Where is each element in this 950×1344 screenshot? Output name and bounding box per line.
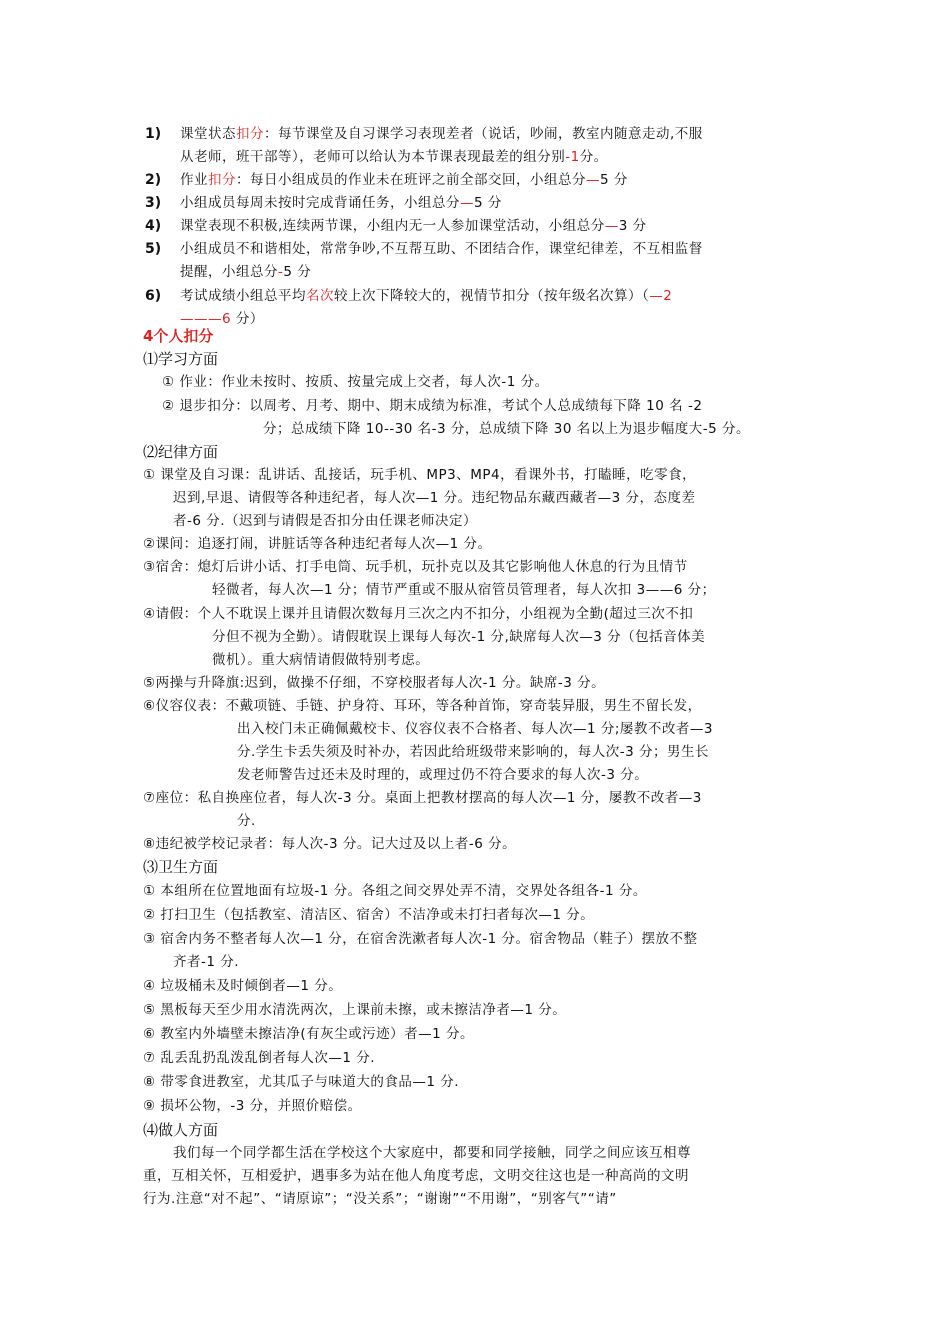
hygiene-line: 齐者-1 分.	[173, 954, 240, 970]
hygiene-line: ② 打扫卫生（包括教室、清洁区、宿舍）不洁净或未打扫者每次—1 分。	[143, 907, 595, 923]
discipline-line: ① 课堂及自习课：乱讲话、乱接话，玩手机、MP3、MP4，看课外书，打瞌睡，吃零食，	[143, 467, 697, 483]
conduct-line: 行为.注意“对不起”、“请原谅”；“没关系”；“谢谢”“不用谢”，“别客气”“请”	[143, 1191, 617, 1207]
discipline-line: 发老师警告过还未及时理的，或理过仍不符合要求的每人次-3 分。	[237, 767, 649, 783]
conduct-line: 我们每一个同学都生活在学校这个大家庭中，都要和同学接触，同学之间应该互相尊	[173, 1145, 691, 1161]
discipline-line: 微机）。重大病情请假做特别考虑。	[212, 652, 430, 668]
group-item-number: 3)	[145, 195, 162, 211]
discipline-line: 迟到,早退、请假等各种违纪者，每人次—1 分。违纪物品东藏西藏者—3 分，态度差	[173, 490, 696, 506]
group-item-line	[180, 125, 703, 143]
discipline-line: ⑤两操与升降旗:迟到，做操不仔细，不穿校服者每人次-1 分。缺席-3 分。	[143, 675, 606, 691]
discipline-line: ③宿舍：熄灯后讲小话、打手电筒、玩手机，玩扑克以及其它影响他人休息的行为且情节	[143, 559, 688, 575]
highlight-text: —	[460, 195, 474, 211]
group-item-line	[180, 263, 311, 281]
hygiene-section-title: ⑶卫生方面	[143, 858, 219, 876]
hygiene-line: ⑦ 乱丢乱扔乱泼乱倒者每人次—1 分.	[143, 1050, 376, 1066]
body-text: 小组成员不和谐相处，常常争吵,不互帮互助、不团结合作，课堂纪律差，不互相监督	[180, 241, 703, 257]
discipline-line: 分.	[237, 813, 256, 829]
body-text: 分）	[231, 311, 264, 327]
highlight-text: —	[586, 172, 600, 188]
discipline-line: ⑧违纪被学校记录者：每人次-3 分。记大过及以上者-6 分。	[143, 836, 517, 852]
body-text: 5 分	[283, 264, 312, 280]
highlight-text: —	[604, 218, 619, 234]
highlight-text: -	[278, 264, 284, 280]
highlight-text: —2	[649, 288, 673, 304]
discipline-section-title: ⑵纪律方面	[143, 443, 219, 461]
group-item-line	[180, 240, 703, 258]
highlight-text: ———6	[180, 311, 232, 327]
body-text: 课堂表现不积极,连续两节课，小组内无一人参加课堂活动，小组总分	[180, 218, 605, 234]
hygiene-line: ⑨ 损坏公物，-3 分，并照价赔偿。	[143, 1098, 362, 1114]
discipline-line: 者-6 分.（迟到与请假是否扣分由任课老师决定）	[173, 513, 478, 529]
body-text: 5 分	[600, 172, 628, 188]
highlight-text: 名次	[306, 288, 334, 304]
discipline-line: 分.学生卡丢失须及时补办，若因此给班级带来影响的，每人次-3 分；男生长	[237, 744, 710, 760]
group-item-line	[180, 217, 647, 235]
hygiene-line: ① 本组所在位置地面有垃圾-1 分。各组之间交界处弄不清，交界处各组各-1 分。	[143, 883, 647, 899]
conduct-line: 重，互相关怀，互相爱护，遇事多为站在他人角度考虑，文明交往这也是一种高尚的文明	[143, 1168, 689, 1184]
body-text: 较上次下降较大的，视情节扣分（按年级名次算）（	[334, 288, 650, 304]
body-text: 小组成员每周未按时完成背诵任务，小组总分	[180, 195, 460, 211]
discipline-line: ④请假：个人不耽误上课并且请假次数每月三次之内不扣分，小组视为全勤(超过三次不扣	[143, 606, 694, 622]
highlight-text: -1	[565, 149, 580, 165]
section-heading-personal-deduction: 4个人扣分	[143, 327, 214, 345]
hygiene-line: ⑧ 带零食进教室，尤其瓜子与味道大的食品—1 分.	[143, 1074, 460, 1090]
study-line-2: ② 退步扣分：以周考、月考、期中、期末成绩为标准，考试个人总成绩每下降 10 名 -2	[162, 398, 703, 414]
study-line-3: 分；总成绩下降 10--30 名-3 分，总成绩下降 30 名以上为退步幅度大-5 分。	[263, 421, 750, 437]
group-item-line	[180, 310, 264, 328]
discipline-line: 轻微者，每人次—1 分；情节严重或不服从宿管员管理者，每人次扣 3——6 分；	[212, 582, 716, 598]
study-section-title: ⑴学习方面	[143, 350, 219, 368]
hygiene-line: ⑥ 教室内外墙壁未擦洁净(有灰尘或污迹）者—1 分。	[143, 1026, 475, 1042]
discipline-line: ⑥仪容仪表：不戴项链、手链、护身符、耳环，等各种首饰，穿奇装异服，男生不留长发，	[143, 698, 702, 714]
body-text: 从老师，班干部等），老师可以给认为本节课表现最差的组分别	[180, 149, 566, 165]
highlight-text: 扣分	[208, 172, 236, 188]
group-item-line	[180, 171, 628, 189]
discipline-line: ②课间：追逐打闹，讲脏话等各种违纪者每人次—1 分。	[143, 536, 492, 552]
group-item-number: 6)	[145, 288, 162, 304]
body-text: 课堂状态	[180, 126, 236, 142]
body-text: ：每节课堂及自习课学习表现差者（说话，吵闹，教室内随意走动,不服	[264, 126, 703, 142]
body-text: 作业	[180, 172, 208, 188]
hygiene-line: ④ 垃圾桶未及时倾倒者—1 分。	[143, 978, 343, 994]
discipline-line: ⑦座位：私自换座位者，每人次-3 分。桌面上把教材摆高的每人次—1 分，屡教不改者—3	[143, 790, 702, 806]
body-text: 提醒，小组总分	[180, 264, 278, 280]
body-text: 5 分	[474, 195, 502, 211]
group-item-line	[180, 287, 672, 305]
group-item-number: 2)	[145, 172, 162, 188]
discipline-line: 出入校门未正确佩戴校卡、仪容仪表不合格者、每人次—1 分;屡教不改者—3	[237, 721, 714, 737]
conduct-section-title: ⑷做人方面	[143, 1121, 219, 1139]
discipline-line: 分但不视为全勤）。请假耽误上课每人每次-1 分,缺席每人次—3 分（包括音体美	[212, 629, 706, 645]
body-text: 分。	[579, 149, 608, 165]
body-text: 考试成绩小组总平均	[180, 288, 306, 304]
highlight-text: 扣分	[236, 126, 264, 142]
study-line-1: ① 作业：作业未按时、按质、按量完成上交者，每人次-1 分。	[162, 374, 549, 390]
group-item-line	[180, 194, 502, 212]
body-text: 3 分	[618, 218, 647, 234]
body-text: ：每日小组成员的作业未在班评之前全部交回，小组总分	[236, 172, 586, 188]
group-item-number: 5)	[145, 241, 162, 257]
hygiene-line: ⑤ 黑板每天至少用水清洗两次，上课前未擦，或未擦洁净者—1 分。	[143, 1002, 567, 1018]
group-item-number: 1)	[145, 126, 162, 142]
group-item-line	[180, 148, 608, 166]
group-item-number: 4)	[145, 218, 162, 234]
hygiene-line: ③ 宿舍内务不整者每人次—1 分，在宿舍洗漱者每人次-1 分。宿舍物品（鞋子）摆放不整	[143, 931, 698, 947]
